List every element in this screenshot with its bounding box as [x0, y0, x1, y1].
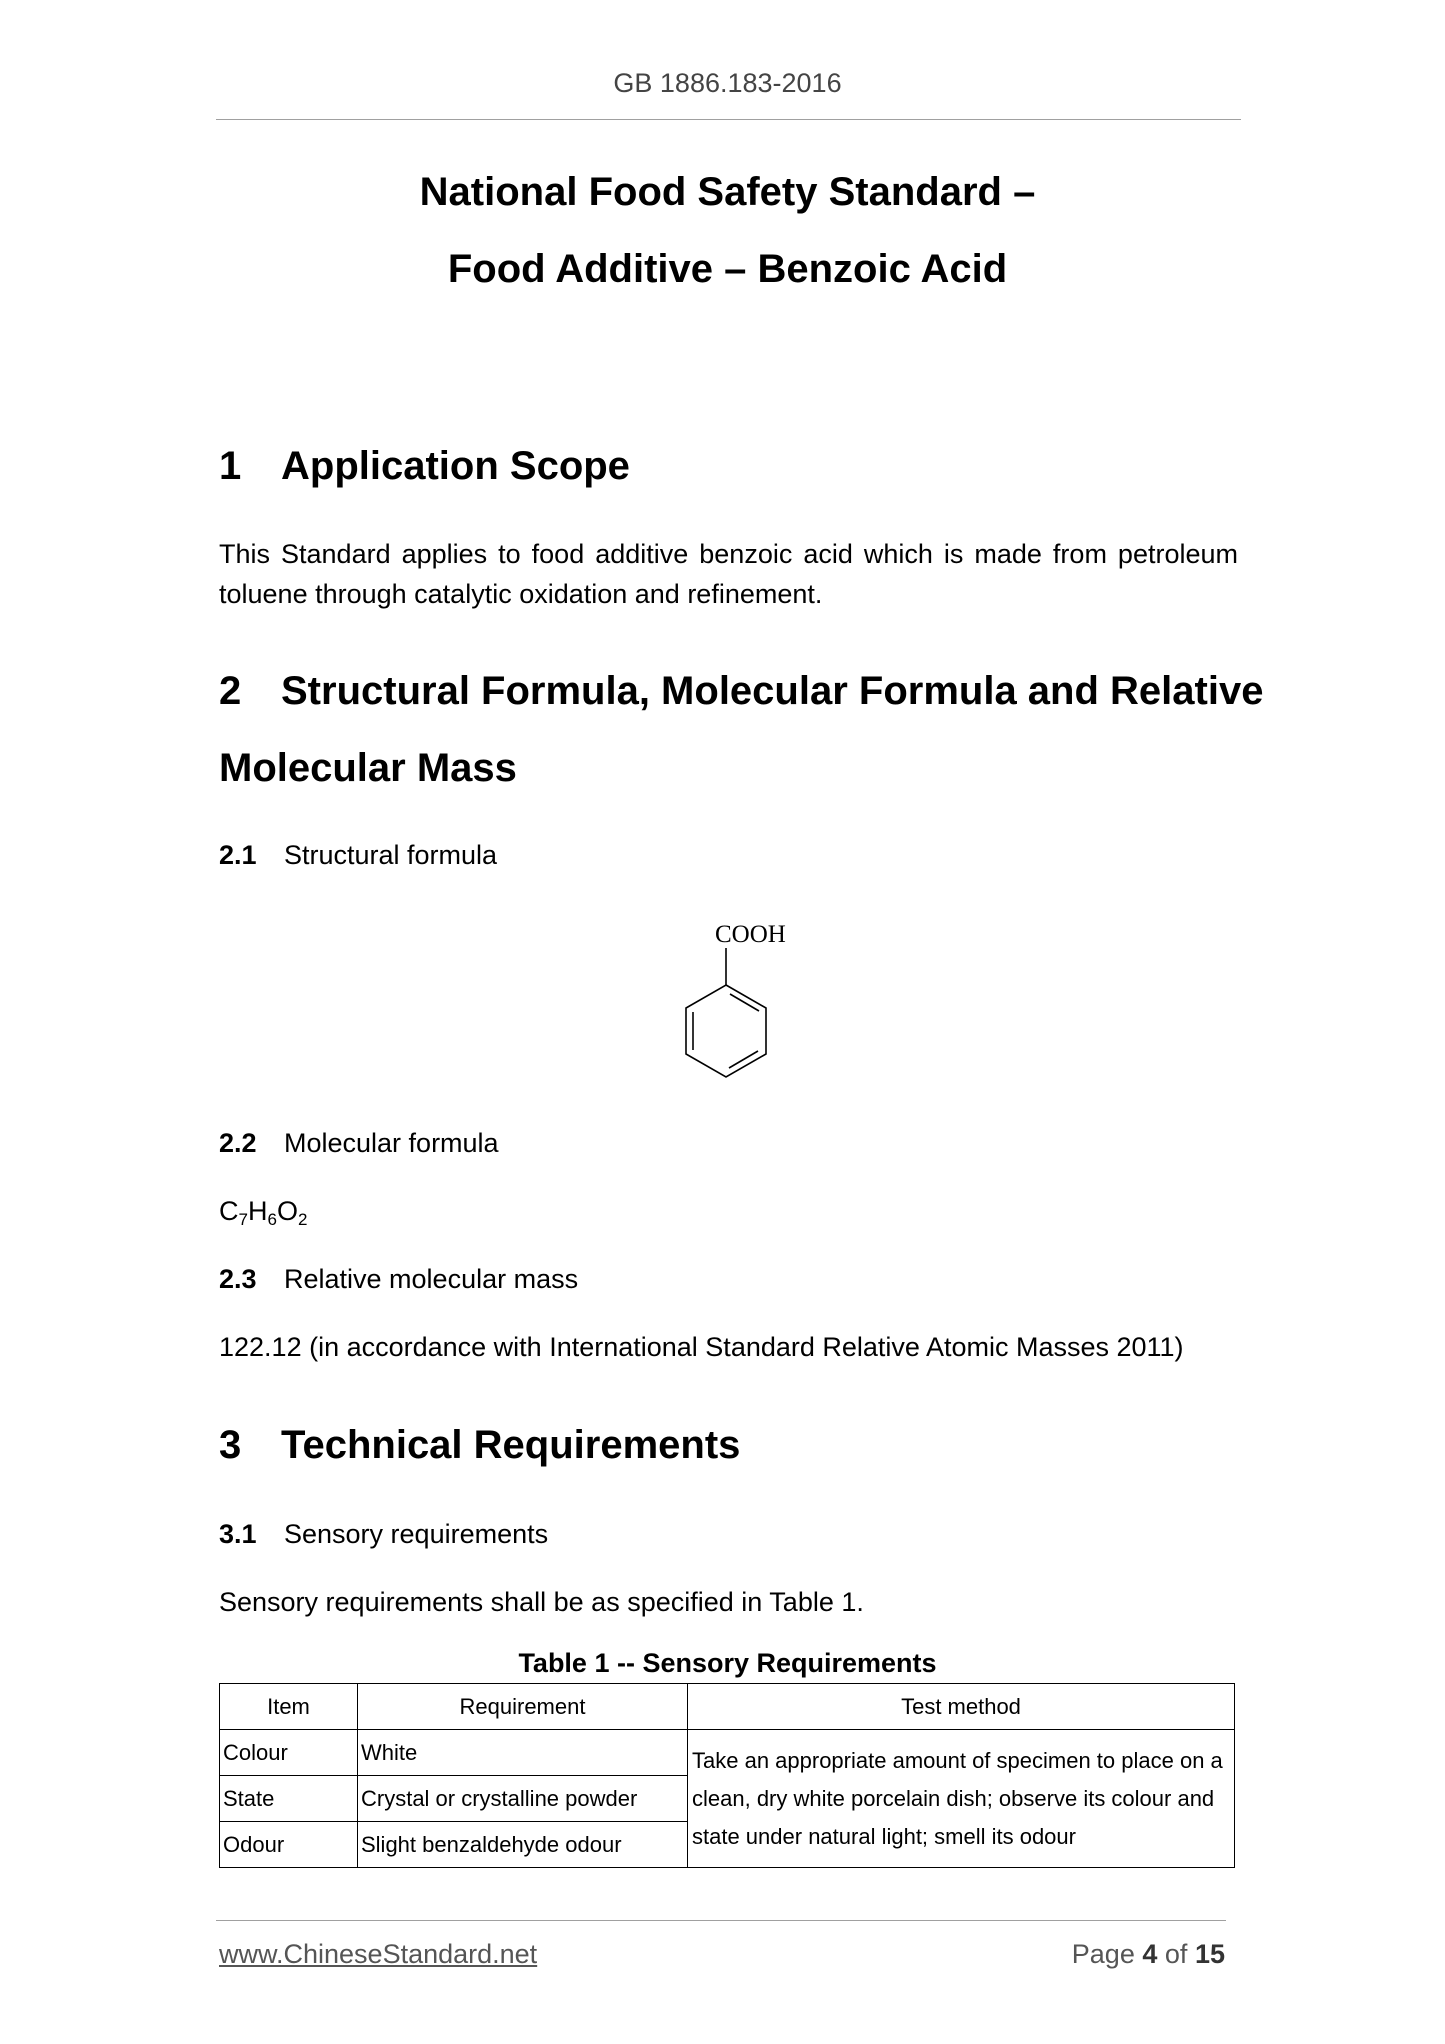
website-link[interactable]: www.ChineseStandard.net — [219, 1939, 538, 1969]
cell-item: Odour — [220, 1822, 358, 1868]
sensory-requirements-table — [219, 1683, 1235, 1868]
subsection-2-1 — [219, 840, 497, 871]
title-line-1: National Food Safety Standard – — [419, 170, 1036, 214]
subsection-2-1-label: Structural formula — [284, 840, 498, 870]
subsection-2-2 — [219, 1128, 499, 1159]
subsection-2-2-number: 2.2 — [219, 1128, 257, 1158]
cell-requirement: White — [358, 1730, 688, 1776]
cell-test-method: Take an appropriate amount of specimen to place on a clean, dry white porcelain dish; observe its colour and state under natural light; smell its odour — [688, 1730, 1235, 1868]
footer-divider — [216, 1920, 1226, 1921]
cooh-label: COOH — [715, 921, 786, 948]
section-2-title-line-1: Structural Formula, Molecular Formula and Relative — [281, 669, 1264, 713]
table-row — [220, 1730, 1235, 1776]
subsection-2-2-label: Molecular formula — [284, 1128, 499, 1158]
subsection-3-1-label: Sensory requirements — [284, 1519, 549, 1549]
current-page-number: 4 — [1142, 1939, 1158, 1969]
total-page-count: 15 — [1194, 1939, 1225, 1969]
section-2-number: 2 — [219, 669, 242, 713]
section-1-heading — [219, 444, 630, 489]
table-header-row — [220, 1684, 1235, 1730]
header-divider — [216, 119, 1241, 120]
table-1-caption: Table 1 -- Sensory Requirements — [518, 1648, 937, 1678]
cell-item: State — [220, 1776, 358, 1822]
ring-double-bond-2 — [729, 1051, 758, 1068]
section-3-title: Technical Requirements — [281, 1423, 741, 1467]
section-3-heading — [219, 1423, 740, 1468]
column-header-test-method: Test method — [688, 1684, 1235, 1730]
column-header-requirement: Requirement — [358, 1684, 688, 1730]
subsection-2-1-number: 2.1 — [219, 840, 257, 870]
subsection-3-1-number: 3.1 — [219, 1519, 257, 1549]
section-2-heading — [219, 669, 1263, 714]
subsection-3-1 — [219, 1519, 548, 1550]
document-code: GB 1886.183-2016 — [613, 68, 842, 98]
section-3-number: 3 — [219, 1423, 242, 1467]
benzoic-acid-structure — [670, 915, 800, 1080]
benzene-ring — [686, 985, 766, 1077]
sensory-requirements-text: Sensory requirements shall be as specified in Table 1. — [219, 1587, 864, 1617]
section-2-title-line-2: Molecular Mass — [219, 746, 517, 790]
page-indicator: Page 4 of 15 — [1071, 1939, 1225, 1969]
title-line-2: Food Additive – Benzoic Acid — [447, 247, 1008, 291]
subsection-2-3 — [219, 1264, 578, 1295]
cell-requirement: Crystal or crystalline powder — [358, 1776, 688, 1822]
cell-item: Colour — [220, 1730, 358, 1776]
section-1-text: This Standard applies to food additive benzoic acid which is made from petroleum toluene through catalytic oxidation and refinement. — [219, 539, 1238, 609]
subsection-2-3-number: 2.3 — [219, 1264, 257, 1294]
cell-requirement: Slight benzaldehyde odour — [358, 1822, 688, 1868]
column-header-item: Item — [220, 1684, 358, 1730]
molecular-formula: $C_7H_6O_2$ — [219, 1196, 308, 1229]
subsection-2-3-label: Relative molecular mass — [284, 1264, 579, 1294]
relative-molecular-mass-value: 122.12 (in accordance with International Standard Relative Atomic Masses 2011) — [219, 1332, 1184, 1362]
section-1-title: Application Scope — [281, 444, 630, 488]
section-1-number: 1 — [219, 444, 242, 488]
